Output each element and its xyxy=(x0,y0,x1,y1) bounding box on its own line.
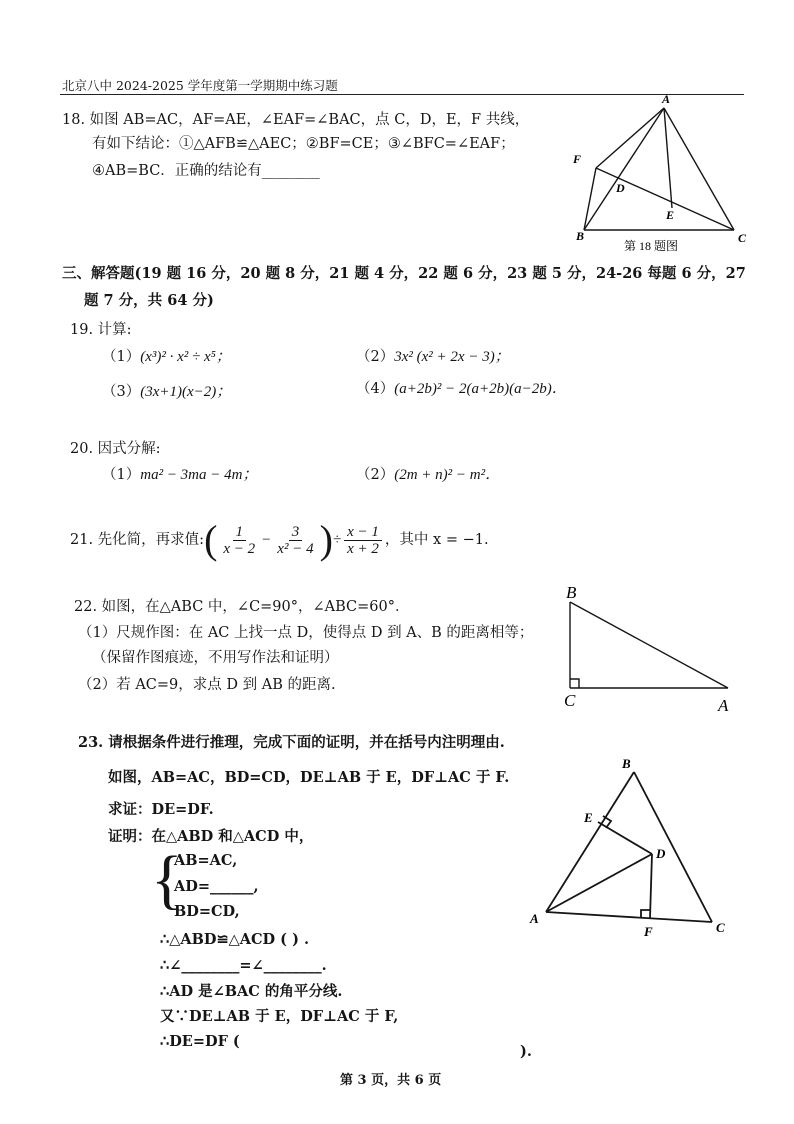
q18-label-E: E xyxy=(666,208,675,222)
q21-suffix: ，其中 x = −1. xyxy=(384,532,489,548)
q21-fraction-3 xyxy=(344,524,382,557)
q20-part2-expression: (2m + n)² − m²． xyxy=(394,467,501,483)
q19-part4-number: （4） xyxy=(356,381,395,397)
q21-prefix: 21. 先化简，再求值: xyxy=(70,532,205,548)
q18-label-F: F xyxy=(573,152,582,166)
q19-title: 19. 计算: xyxy=(70,322,132,338)
q22-line3: （保留作图痕迹，不用写作法和证明） xyxy=(92,650,339,666)
q19-part1-expression: (x³)² · x² ÷ x⁵； xyxy=(140,349,231,365)
section3-heading-line1: 三、解答题(19 题 16 分，20 题 8 分，21 题 4 分，22 题 6 分，23 题 5 分，24-26 每题 6 分，27 xyxy=(62,265,746,282)
q21-fraction-3-denominator: x + 2 xyxy=(347,540,379,557)
q23-label-F: F xyxy=(644,924,653,939)
q23-label-E: E xyxy=(584,810,593,825)
q21-left-paren: ( xyxy=(204,517,218,562)
q19-part1-number: （1） xyxy=(102,349,141,365)
q19-part3-expression: (3x+1)(x−2)； xyxy=(140,384,232,400)
q21-fraction-2-numerator: 3 xyxy=(289,524,303,541)
page-header-title: 北京八中 2024-2025 学年度第一学期期中练习题 xyxy=(62,78,338,93)
q18-label-C: C xyxy=(738,231,747,245)
q23-step1: ∴△ABD≌△ACD ( ) . xyxy=(160,931,310,948)
q18-label-D: D xyxy=(616,181,625,195)
q18-line1: 18. 如图 AB=AC，AF=AE，∠EAF=∠BAC，点 C，D，E，F 共线， xyxy=(62,112,530,128)
q18-line3 xyxy=(92,162,320,180)
q20-title: 20. 因式分解: xyxy=(70,441,161,457)
q22-figure xyxy=(556,580,746,720)
q23-proof-intro: 证明：在△ABD 和△ACD 中， xyxy=(108,828,314,845)
q23-system-brace: { xyxy=(151,843,183,916)
q20-part2 xyxy=(356,466,500,484)
q22-line1: 22. 如图，在△ABC 中，∠C=90°，∠ABC=60°． xyxy=(74,599,410,615)
q21-fraction-3-numerator: x − 1 xyxy=(344,524,382,541)
q18-figure-caption: 第 18 题图 xyxy=(624,239,679,253)
q21-divide: ÷ xyxy=(332,532,342,548)
q23-step5-close: ). xyxy=(520,1043,532,1060)
q19-part1 xyxy=(102,348,231,366)
q19-part4 xyxy=(356,380,567,398)
q23-label-C: C xyxy=(716,920,725,935)
q22-label-B: B xyxy=(566,583,577,602)
q23-prove: 求证：DE=DF. xyxy=(108,801,214,818)
q23-step3: ∴AD 是∠BAC 的角平分线. xyxy=(160,983,343,1000)
q21-fraction-1-denominator: x − 2 xyxy=(223,540,256,557)
q20-part2-number: （2） xyxy=(356,467,395,483)
q21-fraction-1-numerator: 1 xyxy=(233,524,247,541)
q20-part1-expression: ma² − 3ma − 4m； xyxy=(140,467,258,483)
q23-step5: ∴DE=DF ( xyxy=(160,1033,240,1050)
q21-fraction-2-denominator: x² − 4 xyxy=(277,540,314,557)
q21-minus: − xyxy=(261,532,272,548)
q22-line2: （1）尺规作图：在 AC 上找一点 D，使得点 D 到 A、B 的距离相等； xyxy=(78,625,534,641)
q19-part2 xyxy=(356,348,510,366)
section3-heading-line2: 题 7 分，共 64 分) xyxy=(84,292,214,309)
q22-label-A: A xyxy=(718,696,729,715)
q18-figure xyxy=(560,90,760,260)
q23-step2: ∴∠________=∠________. xyxy=(160,957,327,974)
q21-line xyxy=(70,516,489,564)
q19-part2-expression: 3x² (x² + 2x − 3)； xyxy=(394,349,510,365)
q18-answer-blank: ________ xyxy=(261,163,320,179)
q21-right-paren: ) xyxy=(319,517,333,562)
q23-system-line3: BD=CD, xyxy=(174,903,240,920)
q23-system-line2: AD=______, xyxy=(174,878,259,895)
q21-fraction-2 xyxy=(274,524,316,557)
q23-label-B: B xyxy=(622,756,631,771)
q23-line1: 23. 请根据条件进行推理，完成下面的证明，并在括号内注明理由. xyxy=(78,734,505,751)
q23-label-A: A xyxy=(530,911,539,926)
q19-part3 xyxy=(102,383,231,401)
q23-step4: 又∵DE⊥AB 于 E，DF⊥AC 于 F, xyxy=(160,1008,399,1025)
q23-label-D: D xyxy=(656,846,666,861)
q18-label-A: A xyxy=(662,92,671,106)
q18-label-B: B xyxy=(576,229,585,243)
q21-fraction-1 xyxy=(220,524,258,557)
q19-part3-number: （3） xyxy=(102,384,141,400)
q18-line3-text: ④AB=BC．正确的结论有 xyxy=(92,163,262,179)
q20-part1-number: （1） xyxy=(102,467,141,483)
q19-part4-expression: (a+2b)² − 2(a+2b)(a−2b)． xyxy=(394,381,567,397)
q20-part1 xyxy=(102,466,257,484)
q18-line2: 有如下结论：①△AFB≌△AEC；②BF=CE；③∠BFC=∠EAF； xyxy=(92,136,515,152)
page-number-footer: 第 3 页，共 6 页 xyxy=(340,1073,442,1088)
q22-label-C: C xyxy=(564,691,576,710)
q19-part2-number: （2） xyxy=(356,349,395,365)
q23-line2: 如图，AB=AC，BD=CD，DE⊥AB 于 E，DF⊥AC 于 F. xyxy=(108,769,510,786)
q23-figure xyxy=(524,752,744,942)
q22-line4: （2）若 AC=9，求点 D 到 AB 的距离. xyxy=(78,677,336,693)
q23-system-line1: AB=AC, xyxy=(174,852,238,869)
